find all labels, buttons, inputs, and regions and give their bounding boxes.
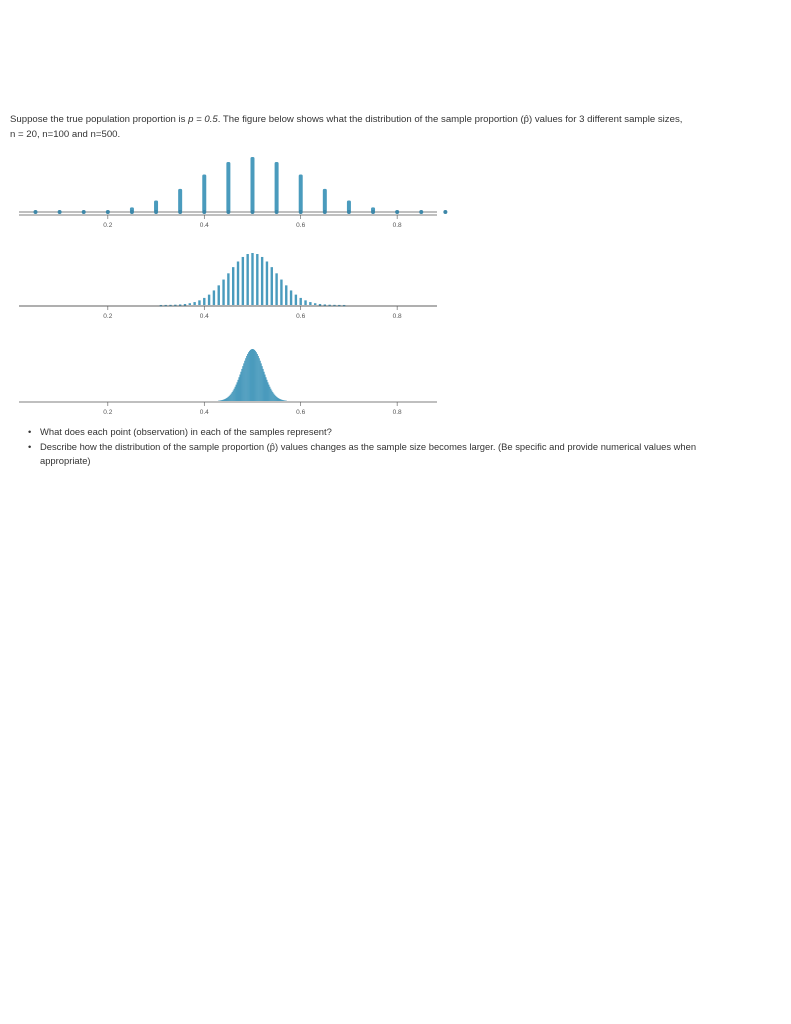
bar xyxy=(314,303,316,305)
bar xyxy=(184,304,186,306)
bar xyxy=(249,351,250,401)
bar xyxy=(246,254,248,305)
bar xyxy=(267,382,268,401)
intro-math: p = 0.5 xyxy=(188,114,218,125)
point xyxy=(323,210,327,214)
point xyxy=(202,210,206,214)
point xyxy=(226,210,230,214)
bar xyxy=(236,385,237,401)
bar xyxy=(221,400,222,401)
x-tick-label: 0.8 xyxy=(392,222,402,229)
bar xyxy=(229,396,230,401)
point xyxy=(250,210,254,214)
bar xyxy=(234,389,235,401)
bar xyxy=(275,162,279,212)
x-tick-label: 0.4 xyxy=(199,313,209,320)
bar xyxy=(233,390,234,401)
bar xyxy=(274,395,275,401)
bar xyxy=(226,162,230,212)
bar xyxy=(272,392,273,401)
bar xyxy=(220,400,221,401)
point xyxy=(82,210,86,214)
bar xyxy=(227,273,229,305)
bar xyxy=(284,400,285,401)
bar xyxy=(262,366,263,401)
bar xyxy=(242,257,244,305)
bar xyxy=(252,349,253,401)
bar xyxy=(281,400,282,401)
bar xyxy=(225,399,226,401)
bar xyxy=(276,397,277,401)
bar xyxy=(279,399,280,401)
bar xyxy=(222,280,224,305)
bar xyxy=(251,253,253,305)
point xyxy=(419,210,423,214)
bar xyxy=(238,377,239,401)
bar xyxy=(250,350,251,401)
bar xyxy=(290,290,292,305)
bar xyxy=(243,363,244,401)
bar xyxy=(254,350,255,401)
bar xyxy=(278,398,279,401)
bar xyxy=(237,261,239,305)
point xyxy=(275,210,279,214)
bar xyxy=(255,351,256,401)
x-tick-label: 0.2 xyxy=(103,313,113,320)
chart-n500 xyxy=(0,340,460,420)
bar xyxy=(280,399,281,401)
bar xyxy=(280,280,282,305)
bar xyxy=(299,175,303,212)
bar xyxy=(261,363,262,401)
point xyxy=(58,210,62,214)
bar xyxy=(237,382,238,401)
bar xyxy=(224,399,225,401)
bar xyxy=(239,375,240,401)
bar xyxy=(244,361,245,401)
bar xyxy=(231,393,232,401)
bar xyxy=(300,298,302,305)
bar xyxy=(285,400,286,401)
x-tick-label: 0.4 xyxy=(199,222,209,229)
point xyxy=(106,210,110,214)
bar xyxy=(258,356,259,401)
bar xyxy=(230,395,231,401)
bar xyxy=(273,393,274,401)
bar xyxy=(242,366,243,401)
x-tick-label: 0.6 xyxy=(296,313,306,320)
point xyxy=(371,210,375,214)
bar xyxy=(265,377,266,401)
point xyxy=(299,210,303,214)
bar xyxy=(202,175,206,212)
bar xyxy=(271,267,273,305)
intro-text xyxy=(10,112,690,142)
point xyxy=(347,210,351,214)
point xyxy=(178,210,182,214)
bar xyxy=(264,372,265,401)
bar xyxy=(226,398,227,401)
bar xyxy=(198,300,200,305)
intro-part2: . The figure below shows what the distribution of the sample proportion (p̂) values for 3 different sample sizes, n = 20, n=100 and n=500. xyxy=(10,114,683,140)
x-tick-label: 0.6 xyxy=(296,222,306,229)
bar xyxy=(218,285,220,305)
bar xyxy=(223,400,224,401)
bar xyxy=(219,400,220,401)
bar xyxy=(275,396,276,401)
bar xyxy=(227,398,228,401)
bar xyxy=(268,385,269,401)
bar xyxy=(282,400,283,401)
bar xyxy=(251,349,252,401)
bar xyxy=(264,375,265,401)
question-item-2: • Describe how the distribution of the sample proportion (p̂) values changes as the sample size becomes larger. (Be specific and provide numerical values when appropriate) xyxy=(28,440,708,469)
bar xyxy=(245,358,246,401)
point xyxy=(34,210,38,214)
bar xyxy=(309,302,311,305)
question-list xyxy=(28,425,708,469)
chart-n20 xyxy=(0,150,460,240)
bar xyxy=(247,354,248,401)
bar xyxy=(253,349,254,401)
point xyxy=(395,210,399,214)
x-tick-label: 0.4 xyxy=(199,409,209,416)
bar xyxy=(232,267,234,305)
bar xyxy=(240,372,241,401)
x-tick-label: 0.8 xyxy=(392,313,402,320)
intro-part1: Suppose the true population proportion is xyxy=(10,114,189,125)
bar xyxy=(259,358,260,401)
point xyxy=(154,210,158,214)
bar xyxy=(266,261,268,305)
x-tick-label: 0.6 xyxy=(296,409,306,416)
bar xyxy=(237,380,238,401)
bar xyxy=(203,298,205,305)
point xyxy=(443,210,447,214)
bar xyxy=(285,285,287,305)
bar xyxy=(235,387,236,401)
bar xyxy=(271,390,272,401)
bar xyxy=(178,189,182,212)
bar xyxy=(261,257,263,305)
bar xyxy=(266,380,267,401)
chart-n100 xyxy=(0,245,460,330)
bar xyxy=(256,254,258,305)
point xyxy=(130,210,134,214)
bar xyxy=(189,303,191,305)
x-tick-label: 0.2 xyxy=(103,409,113,416)
bar xyxy=(295,295,297,305)
bar xyxy=(256,352,257,401)
bar xyxy=(241,369,242,401)
bar xyxy=(319,304,321,306)
question-item-1: • What does each point (observation) in each of the samples represent? xyxy=(28,425,708,440)
x-tick-label: 0.2 xyxy=(103,222,113,229)
bar xyxy=(222,400,223,401)
bar xyxy=(193,302,195,305)
bar xyxy=(304,300,306,305)
bar xyxy=(260,361,261,401)
bar xyxy=(269,387,270,401)
bar xyxy=(323,189,327,212)
bar xyxy=(213,290,215,305)
bar xyxy=(246,356,247,401)
bar xyxy=(208,295,210,305)
bar xyxy=(283,400,284,401)
bar xyxy=(263,369,264,401)
bar xyxy=(275,273,277,305)
x-tick-label: 0.8 xyxy=(392,409,402,416)
bar xyxy=(228,397,229,401)
bar xyxy=(232,392,233,401)
bar xyxy=(270,389,271,401)
bar xyxy=(250,157,254,212)
bar xyxy=(248,352,249,401)
bar xyxy=(257,354,258,401)
bar xyxy=(277,398,278,401)
